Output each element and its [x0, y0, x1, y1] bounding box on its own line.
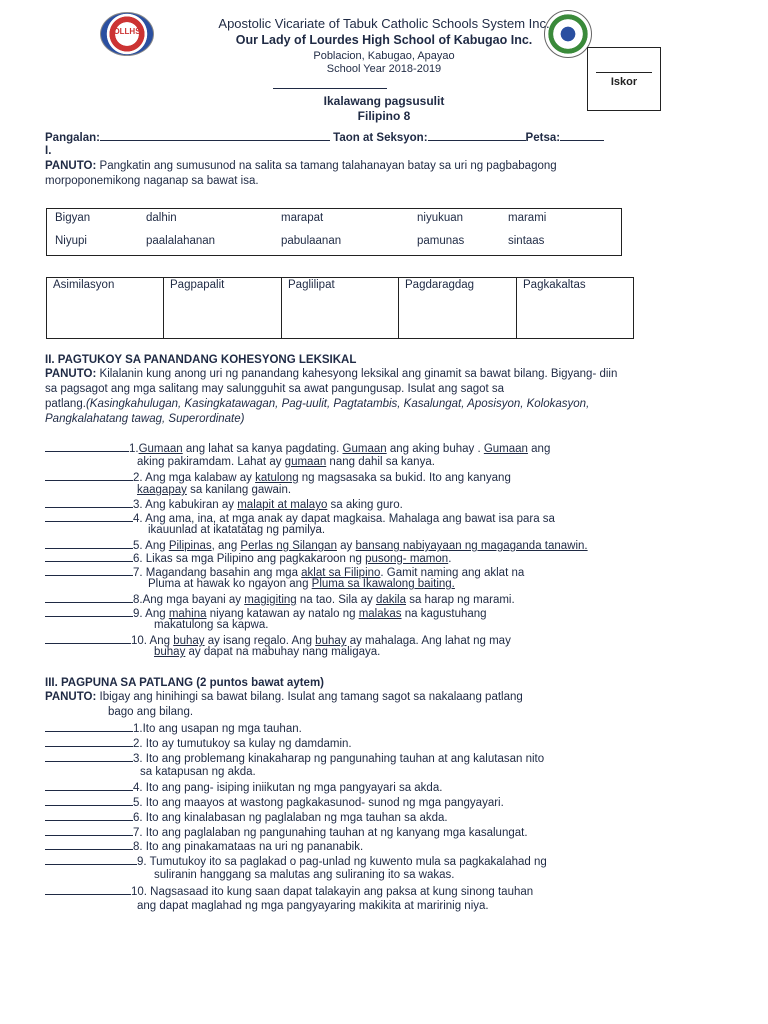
school-logo-text: OLLHS — [113, 27, 141, 36]
part2-item-10: 10. Ang buhay ay isang regalo. Ang buhay ay mahalaga. Ang lahat ng may — [45, 632, 511, 648]
part2-choices-cont: Pangkalahatang tawag, Superordinate) — [45, 413, 245, 425]
score-box — [587, 47, 661, 111]
part2-item-1: 1.Gumaan ang lahat sa kanya pagdating. Gumaan ang aking buhay . Gumaan ang — [45, 440, 550, 456]
part2-item-2: 2. Ang mga kalabaw ay katulong ng magsasaka sa bukid. Ito ang kanyang — [45, 469, 511, 485]
category-header-paglilipat: Paglilipat — [288, 279, 335, 291]
part3-item-10: 10. Nagsasaad ito kung saan dapat talakayin ang paksa at kung sinong tauhan — [45, 883, 533, 899]
category-header-pagkakaltas: Pagkakaltas — [523, 279, 586, 291]
exam-title: Ikalawang pagsusulit — [323, 94, 445, 108]
answer-blank[interactable] — [45, 720, 133, 732]
header-school-year: School Year 2018-2019 — [326, 63, 442, 75]
part2-item-3: 3. Ang kabukiran ay malapit at malayo sa aking guro. — [45, 496, 403, 512]
part3-item-10-cont: ang dapat maglahad ng mga pangyayaring makikita at maririnig niya. — [137, 900, 489, 912]
part3-item-9-cont: suliranin hanggang sa malutas ang suliraning ito sa wakas. — [154, 869, 455, 881]
header-school-name: Our Lady of Lourdes High School of Kabugao Inc. — [235, 33, 533, 47]
answer-blank[interactable] — [45, 591, 133, 603]
part1-number: I. — [45, 145, 52, 157]
answer-blank[interactable] — [45, 809, 133, 821]
part2-item-7: 7. Magandang basahin ang mga aklat sa Filipino. Gamit naming ang aklat na — [45, 564, 524, 580]
header-address: Poblacion, Kabugao, Apayao — [313, 50, 455, 62]
part3-item-5: 5. Ito ang maayos at wastong pagkakasunod- sunod ng mga pangyayari. — [45, 794, 504, 810]
answer-blank[interactable] — [45, 883, 131, 895]
year-section-field[interactable] — [428, 129, 526, 141]
student-info-line — [45, 129, 604, 145]
part2-item-4-cont: ikauunlad at ikatatatag ng pamilya. — [148, 524, 326, 536]
answer-blank[interactable] — [45, 779, 133, 791]
word: sintaas — [508, 235, 545, 247]
header-line1: Apostolic Vicariate of Tabuk Catholic Schools System Inc. — [218, 16, 550, 31]
word: pamunas — [417, 235, 465, 247]
answer-blank[interactable] — [45, 469, 133, 481]
answer-blank[interactable] — [45, 735, 133, 747]
name-label: Pangalan: — [45, 132, 100, 144]
category-table — [46, 277, 634, 339]
word: marapat — [281, 212, 324, 224]
word: dalhin — [146, 212, 177, 224]
answer-blank[interactable] — [45, 605, 133, 617]
part3-item-3: 3. Ito ang problemang kinakaharap ng pangunahing tauhan at ang kalutasan nito — [45, 750, 544, 766]
score-label: Iskor — [610, 76, 638, 88]
part2-item-7-cont: Pluma at hawak ko ngayon ang Pluma sa Ikawalong baiting. — [148, 578, 455, 590]
name-field[interactable] — [100, 129, 330, 141]
part2-directions-cont: patlang.(Kasingkahulugan, Kasingkatawagan, Pag-uulit, Pagtatambis, Kasalungat, Aposisyon, Kolokasyon, — [45, 398, 590, 410]
part3-item-1: 1.Ito ang usapan ng mga tauhan. — [45, 720, 302, 736]
part1-directions: PANUTO: Pangkatin ang sumusunod na salita sa tamang talahanayan batay sa uri ng pagbabagong — [45, 160, 557, 172]
category-header-asimilasyon: Asimilasyon — [53, 279, 115, 291]
score-blank[interactable] — [596, 72, 652, 73]
part3-item-4: 4. Ito ang pang- isiping iniikutan ng mga pangyayari sa akda. — [45, 779, 442, 795]
header-divider — [273, 88, 387, 89]
date-label: Petsa: — [525, 132, 561, 144]
answer-blank[interactable] — [45, 794, 133, 806]
part2-title: II. PAGTUKOY SA PANANDANG KOHESYONG LEKSIKAL — [45, 354, 357, 366]
part3-item-8: 8. Ito ang pinakamataas na uri ng pananabik. — [45, 838, 363, 854]
part3-item-7: 7. Ito ang paglalaban ng pangunahing tauhan at ng kanyang mga kasalungat. — [45, 824, 528, 840]
part3-item-2: 2. Ito ay tumutukoy sa kulay ng damdamin. — [45, 735, 352, 751]
part3-title: III. PAGPUNA SA PATLANG (2 puntos bawat aytem) — [45, 677, 325, 689]
answer-blank[interactable] — [45, 537, 133, 549]
answer-blank[interactable] — [45, 564, 133, 576]
part2-directions: PANUTO: Kilalanin kung anong uri ng panandang kahesyong leksikal ang ginamit sa bawat bilang. Bigyang- diin — [45, 368, 618, 380]
part2-item-9-cont: makatulong sa kapwa. — [154, 619, 269, 631]
part2-item-1-cont: aking pakiramdam. Lahat ay gumaan nang dahil sa kanya. — [137, 456, 435, 468]
answer-blank[interactable] — [45, 550, 133, 562]
category-header-pagdaragdag: Pagdaragdag — [405, 279, 475, 291]
part3-item-6: 6. Ito ang kinalabasan ng paglalaban ng mga tauhan sa akda. — [45, 809, 448, 825]
exam-subject: Filipino 8 — [357, 109, 411, 123]
answer-blank[interactable] — [45, 838, 133, 850]
part2-item-8: 8.Ang mga bayani ay magigiting na tao. Sila ay dakila sa harap ng marami. — [45, 591, 515, 607]
word: pabulaanan — [281, 235, 342, 247]
part2-item-6: 6. Likas sa mga Pilipino ang pagkakaroon ng pusong- mamon. — [45, 550, 451, 566]
part3-directions-cont: bago ang bilang. — [108, 706, 194, 718]
answer-blank[interactable] — [45, 824, 133, 836]
part2-directions-cont: sa pagsagot ang mga salitang may salungguhit sa awat pangungusap. Isulat ang sagot sa — [45, 383, 505, 395]
part3-directions: PANUTO: Ibigay ang hinihingi sa bawat bilang. Isulat ang tamang sagot sa nakalaang patlang — [45, 691, 523, 703]
word: marami — [508, 212, 547, 224]
part3-item-3-cont: sa katapusan ng akda. — [140, 766, 256, 778]
answer-blank[interactable] — [45, 750, 133, 762]
answer-blank[interactable] — [45, 853, 137, 865]
word: niyukuan — [417, 212, 464, 224]
date-field[interactable] — [560, 129, 604, 141]
word: Niyupi — [55, 235, 87, 247]
part2-item-10-cont: buhay ay dapat na mabuhay nang maligaya. — [154, 646, 381, 658]
word: paalalahanan — [146, 235, 216, 247]
answer-blank[interactable] — [45, 510, 133, 522]
word: Bigyan — [55, 212, 91, 224]
category-header-pagpapalit: Pagpapalit — [170, 279, 225, 291]
part2-item-2-cont: kaagapay sa kanilang gawain. — [137, 484, 292, 496]
word-bank — [46, 208, 622, 256]
part2-item-5: 5. Ang Pilipinas, ang Perlas ng Silangan ay bansang nabiyayaan ng magaganda tanawin. — [45, 537, 588, 553]
year-section-label: Taon at Seksyon: — [333, 132, 428, 144]
answer-blank[interactable] — [45, 440, 129, 452]
answer-blank[interactable] — [45, 496, 133, 508]
part3-item-9: 9. Tumutukoy ito sa paglakad o pag-unlad ng kuwento mula sa pagkakalahad ng — [45, 853, 547, 869]
part1-directions-cont: morpoponemikong naganap sa bawat isa. — [45, 175, 259, 187]
part2-item-9: 9. Ang mahina niyang katawan ay natalo ng malakas na kagustuhang — [45, 605, 487, 621]
answer-blank[interactable] — [45, 632, 131, 644]
part2-item-4: 4. Ang ama, ina, at mga anak ay dapat magkaisa. Mahalaga ang bawat isa para sa — [45, 510, 555, 526]
